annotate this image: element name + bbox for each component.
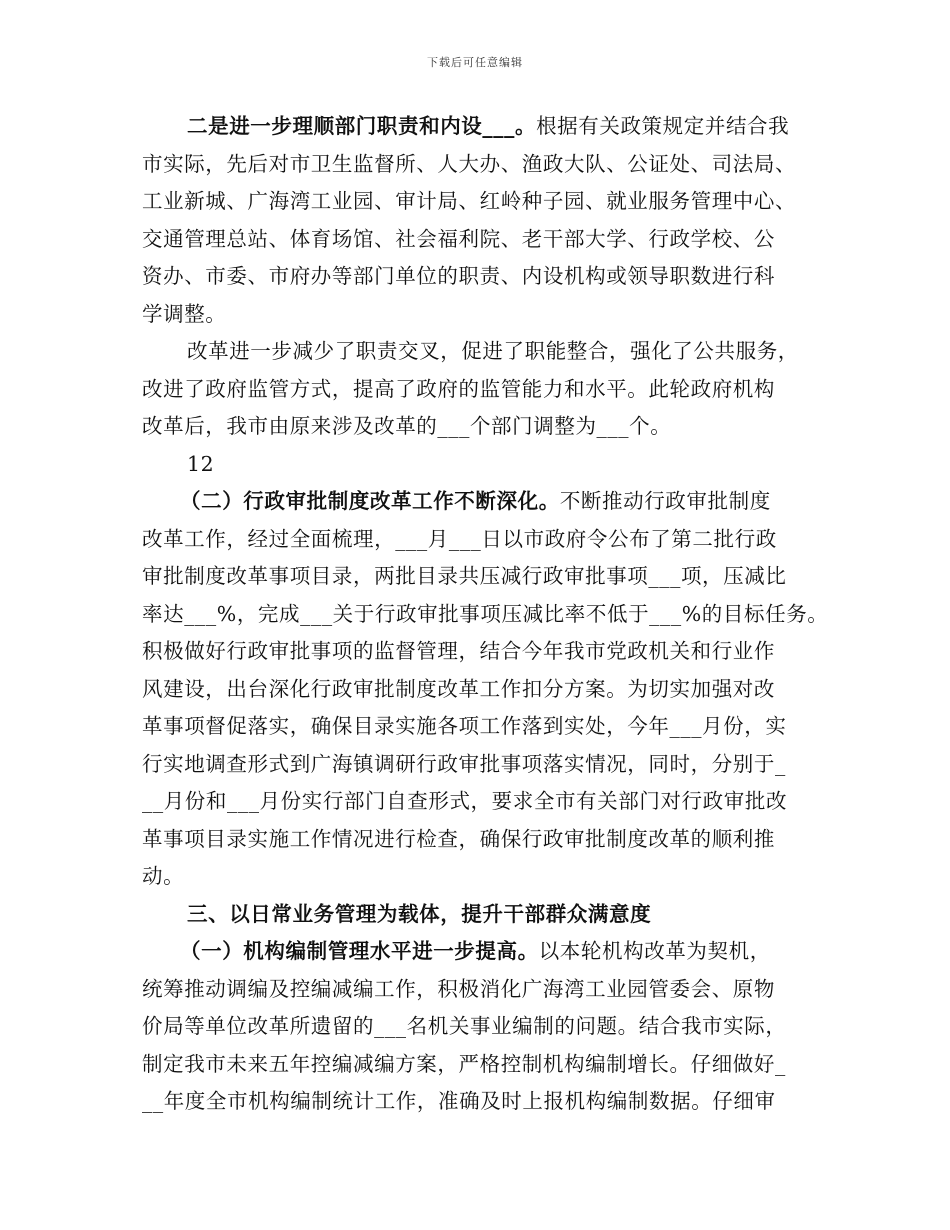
paragraph-line: 革事项目录实施工作情况进行检查，确保行政审批制度改革的顺利推	[142, 826, 775, 851]
paragraph-line: 革事项督促落实，确保目录实施各项工作落到实处，今年___月份，实	[142, 714, 787, 738]
paragraph-line: 资办、市委、市府办等部门单位的职责、内设机构或领导职数进行科	[142, 264, 775, 288]
paragraph-text: 不断推动行政审批制度	[559, 489, 771, 513]
paragraph-line	[142, 933, 822, 971]
page-number-text: 12	[187, 451, 215, 476]
paragraph-line: 风建设，出台深化行政审批制度改革工作扣分方案。为切实加强对改	[142, 676, 775, 701]
paragraph-line: 动。	[142, 864, 185, 888]
paragraph-line: 学调整。	[142, 301, 227, 326]
paragraph-line: 工业新城、广海湾工业园、审计局、红岭种子园、就业服务管理中心、	[142, 189, 797, 213]
paragraph-line: 统筹推动调编及控编减编工作，积极消化广海湾工业园管委会、原物	[142, 976, 775, 1001]
paragraph-line: 价局等单位改革所遗留的___名机关事业编制的问题。结合我市实际，	[142, 1014, 787, 1038]
paragraph-heading: 二是进一步理顺部门职责和内设___。	[187, 114, 537, 138]
paragraph-line: 交通管理总站、体育场馆、社会福利院、老干部大学、行政学校、公	[142, 226, 775, 251]
paragraph-text: 以本轮机构改革为契机，	[538, 939, 771, 963]
paragraph-line: 改革后，我市由原来涉及改革的___个部门调整为___个。	[142, 414, 672, 438]
paragraph-line: 制定我市未来五年控编减编方案，严格控制机构编制增长。仔细做好_	[142, 1051, 786, 1076]
paragraph-line: 行实地调查形式到广海镇调研行政审批事项落实情况，同时，分别于_	[142, 751, 786, 776]
paragraph-heading: （一）机构编制管理水平进一步提高。	[180, 939, 539, 963]
paragraph-line	[142, 108, 822, 146]
paragraph-line: 率达___%，完成___关于行政审批事项压减比率不低于___%的目标任务。	[142, 601, 829, 626]
paragraph-heading: （二）行政审批制度改革工作不断深化。	[180, 489, 560, 513]
paragraph-line: 改革工作，经过全面梳理，___月___日以市政府令公布了第二批行政	[142, 526, 777, 551]
paragraph-line: 积极做好行政审批事项的监督管理，结合今年我市党政机关和行业作	[142, 639, 775, 663]
paragraph-text: 根据有关政策规定并结合我	[536, 114, 790, 138]
document-body	[142, 108, 829, 1121]
header-note: 下载后可任意编辑	[427, 56, 523, 69]
paragraph-line	[142, 483, 822, 521]
paragraph-line: 改革进一步减少了职责交叉，促进了职能整合，强化了公共服务，	[187, 339, 799, 363]
section-heading: 三、以日常业务管理为载体，提升干部群众满意度	[187, 901, 652, 926]
paragraph-line: __月份和___月份实行部门自查形式，要求全市有关部门对行政审批改	[142, 789, 788, 813]
paragraph-line: 审批制度改革事项目录，两批目录共压减行政审批事项___项，压减比	[142, 564, 787, 588]
paragraph-line: 市实际，先后对市卫生监督所、人大办、渔政大队、公证处、司法局、	[142, 151, 797, 176]
paragraph-line: __年度全市机构编制统计工作，准确及时上报机构编制数据。仔细审	[142, 1089, 776, 1113]
paragraph-line: 改进了政府监管方式，提高了政府的监管能力和水平。此轮政府机构	[142, 376, 775, 401]
